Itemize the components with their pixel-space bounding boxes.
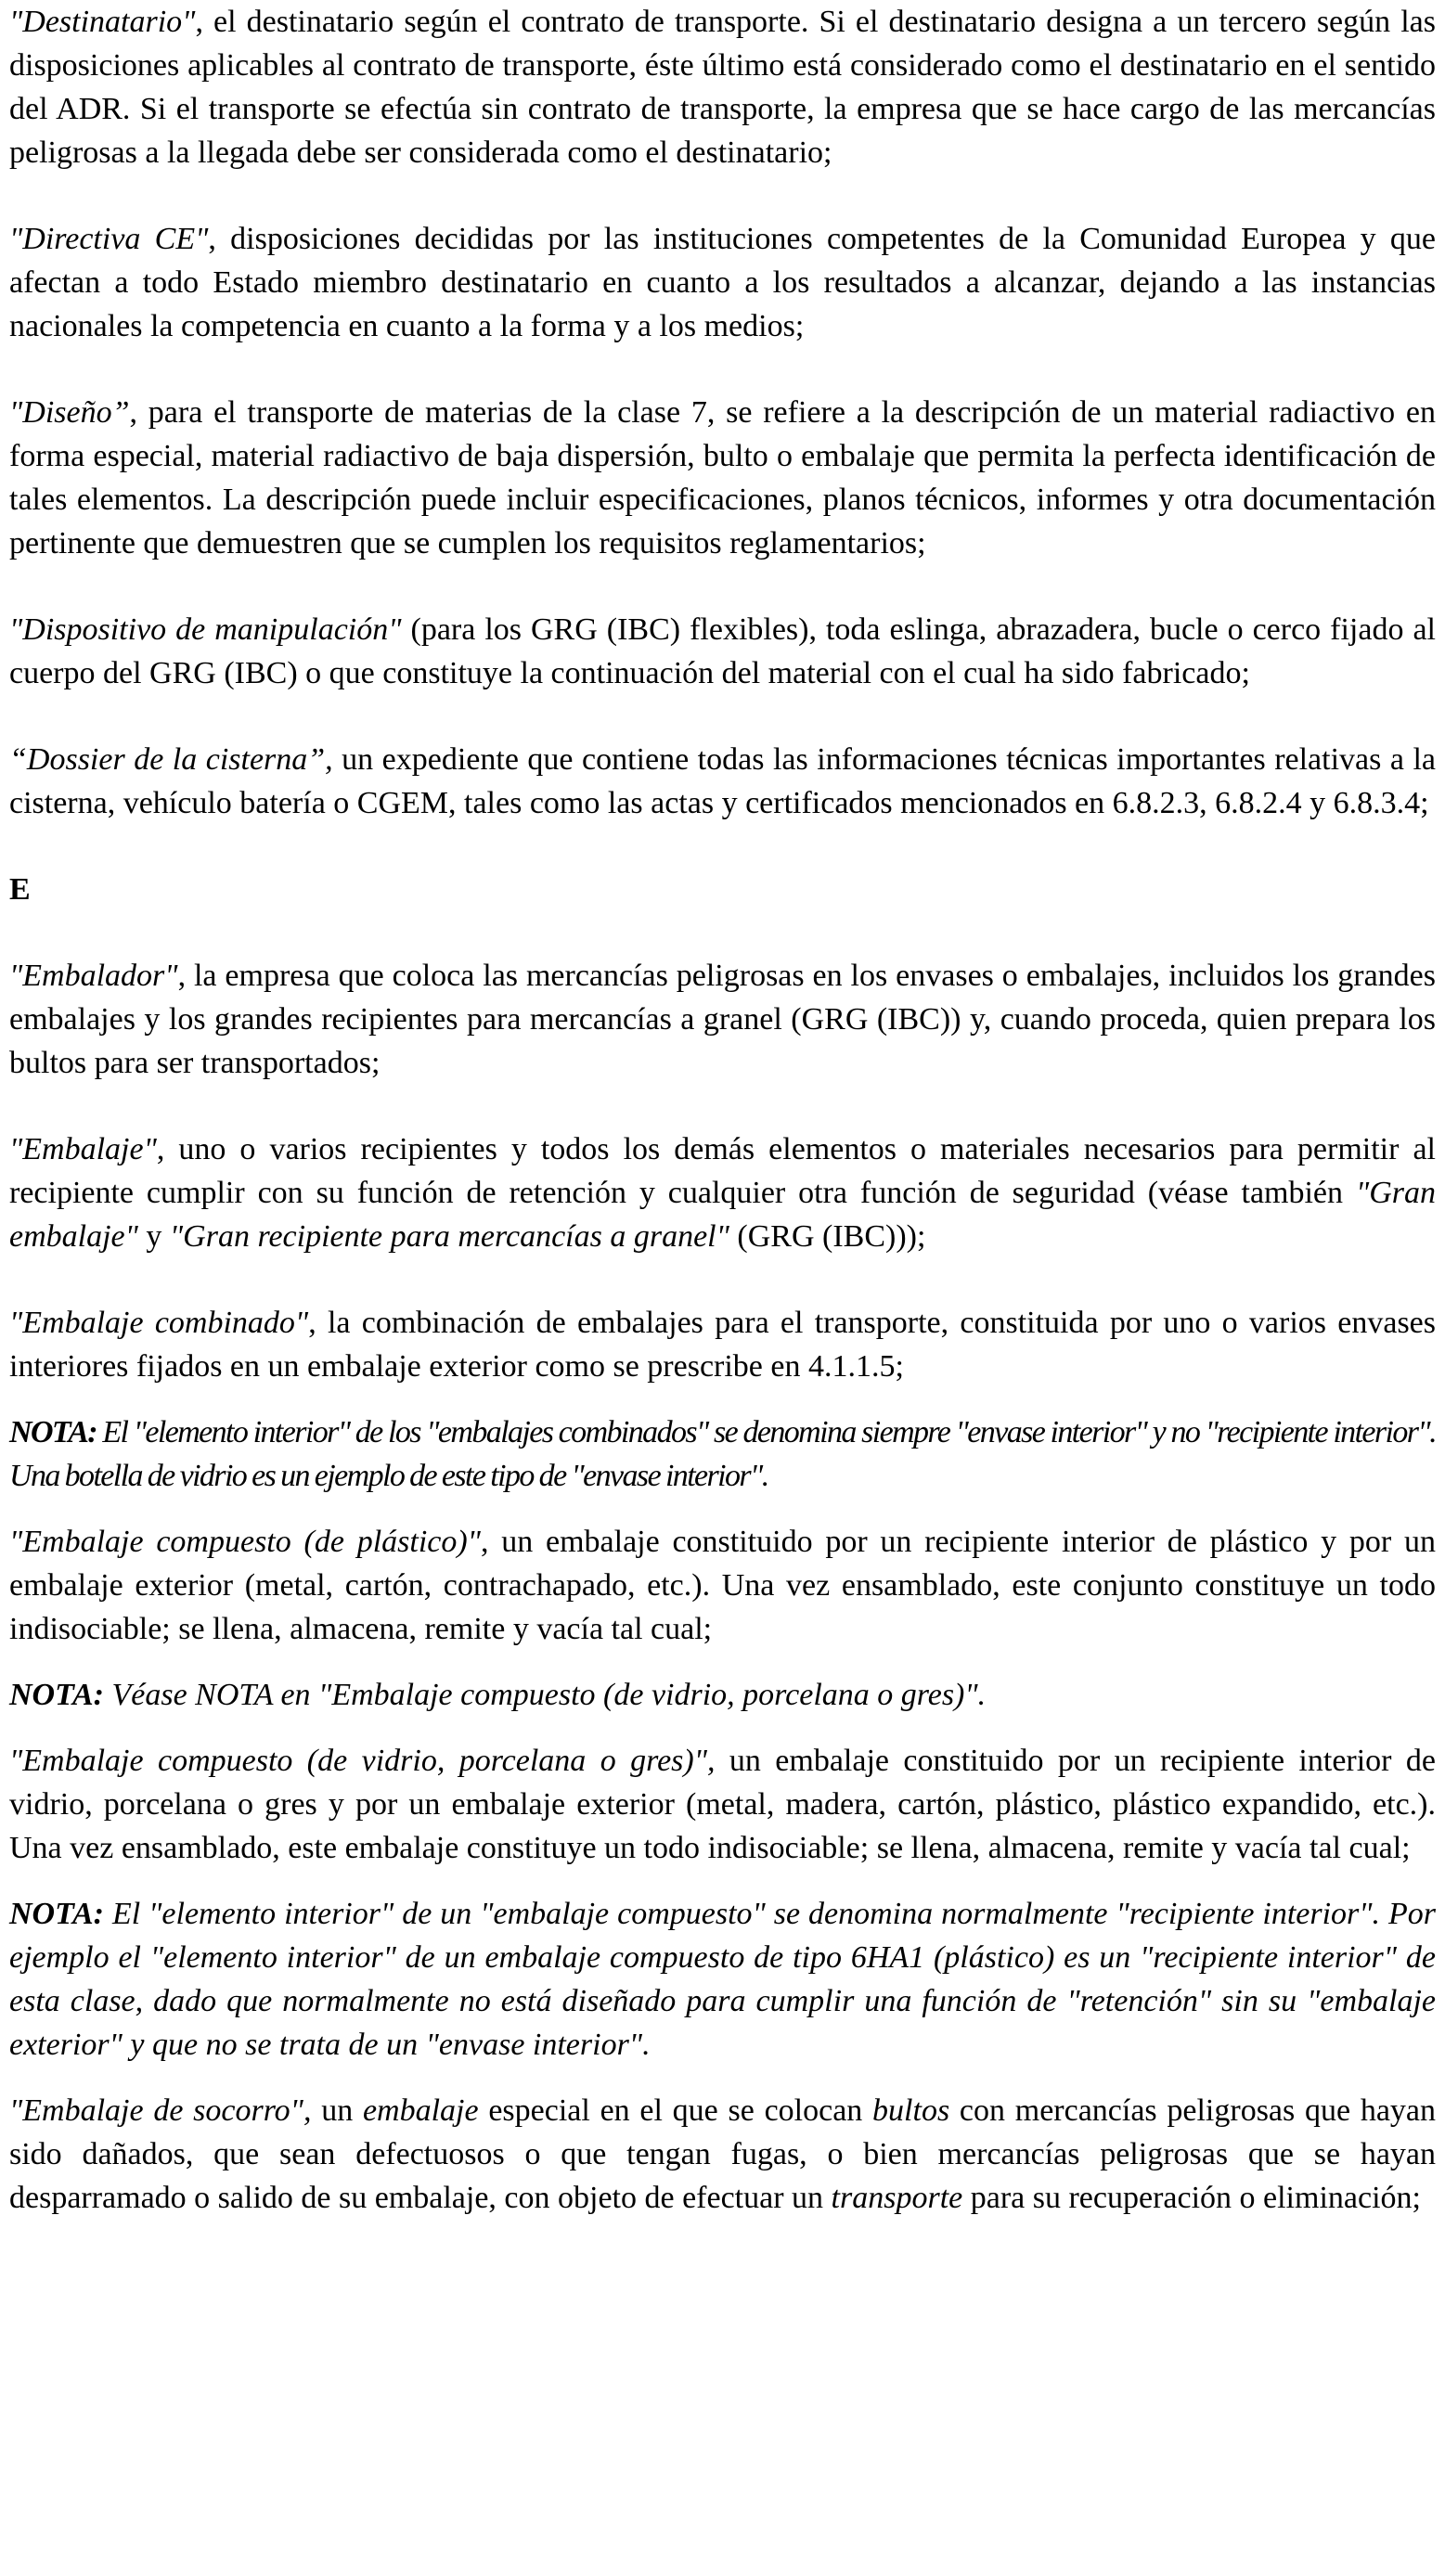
definition-text: un [311, 2093, 363, 2128]
reference-gran-embalaje: "Gran embalaje" [9, 1176, 1436, 1254]
definition-text: , la empresa que coloca las mercancías peligrosas en los envases o embalajes, incluidos los grandes embalajes y los grandes recipientes para mercancías a granel (GRG (IBC)) y, cuando proceda, quien prepara los bultos para ser transportados; [9, 959, 1436, 1080]
emphasis-transporte: transporte [831, 2181, 963, 2215]
definition-embalaje-combinado [9, 1301, 1436, 1388]
definition-dossier-cisterna [9, 738, 1436, 825]
definition-text: un expediente que contiene todas las informaciones técnicas importantes relativas a la cisterna, vehículo batería o CGEM, tales como las actas y certificados mencionados en 6.8.2.3, 6.8.2.4 y 6.8.3.4; [9, 742, 1436, 820]
document-page [9, 0, 1436, 2220]
definition-embalador [9, 954, 1436, 1085]
definition-embalaje-compuesto-plastico [9, 1520, 1436, 1651]
term-diseno: "Diseño” [9, 395, 130, 430]
definition-text: (GRG (IBC))); [729, 1219, 926, 1254]
note-label: NOTA: [9, 1415, 97, 1449]
note-embalaje-compuesto-plastico [9, 1673, 1436, 1717]
note-label: NOTA: [9, 1897, 104, 1931]
definition-text: un embalaje constituido por un recipiente interior de vidrio, porcelana o gres y por un embalaje exterior (metal, madera, cartón, plástico, plástico expandido, etc.). Una vez ensamblado, este embalaje constituye un todo indisociable; se llena, almacena, remite y vacía tal cual; [9, 1744, 1436, 1865]
term-dispositivo-manipulacion: "Dispositivo de manipulación" [9, 612, 402, 647]
term-embalaje-compuesto-vidrio: "Embalaje compuesto (de vidrio, porcelana o gres)", [9, 1744, 716, 1778]
note-text: El "elemento interior" de un "embalaje compuesto" se denomina normalmente "recipiente interior". Por ejemplo el "elemento interior" de un embalaje compuesto de tipo 6HA1 (plástico) es un "recipiente interior" de esta clase, dado que normalmente no está diseñado para cumplir una función de "retención" sin su "embalaje exterior" y que no se trata de un "envase interior". [9, 1897, 1436, 2062]
term-embalador: "Embalador" [9, 959, 178, 993]
note-embalaje-compuesto-vidrio [9, 1892, 1436, 2067]
term-embalaje-socorro: "Embalaje de socorro", [9, 2093, 312, 2128]
definition-text: , uno o varios recipientes y todos los demás elementos o materiales necesarios para permitir al recipiente cumplir con su función de retención y cualquier otra función de seguridad (véase también [9, 1132, 1436, 1210]
note-embalaje-combinado [9, 1410, 1436, 1498]
definition-text: y [137, 1219, 170, 1254]
definition-dispositivo-manipulacion [9, 608, 1436, 695]
term-embalaje: "Embalaje" [9, 1132, 157, 1166]
term-embalaje-combinado: "Embalaje combinado" [9, 1306, 309, 1340]
definition-destinatario [9, 0, 1436, 174]
definition-text: para su recuperación o eliminación; [962, 2181, 1421, 2215]
term-destinatario: "Destinatario" [9, 5, 196, 39]
definition-text: , un embalaje constituido por un recipiente interior de plástico y por un embalaje exterior (metal, cartón, contrachapado, etc.). Una vez ensamblado, este conjunto constituye un todo indisociable; se llena, almacena, remite y vacía tal cual; [9, 1525, 1437, 1646]
term-embalaje-compuesto-plastico: "Embalaje compuesto (de plástico)" [9, 1525, 481, 1559]
definition-text: , para el transporte de materias de la clase 7, se refiere a la descripción de un material radiactivo en forma especial, material radiactivo de baja dispersión, bulto o embalaje que permita la perfecta identificación de tales elementos. La descripción puede incluir especificaciones, planos técnicos, informes y otra documentación pertinente que demuestren que se cumplen los requisitos reglamentarios; [9, 395, 1436, 560]
definition-text: (para los GRG (IBC) flexibles), toda eslinga, abrazadera, bucle o cerco fijado al cuerpo del GRG (IBC) o que constituye la continuación del material con el cual ha sido fabricado; [9, 612, 1436, 690]
note-text: El "elemento interior" de los "embalajes combinados" se denomina siempre "envase interior" y no "recipiente interior". Una botella de vidrio es un ejemplo de este tipo de "envase interior". [9, 1415, 1436, 1493]
definition-text: , el destinatario según el contrato de transporte. Si el destinatario designa a un tercero según las disposiciones aplicables al contrato de transporte, éste último está considerado como el destinatario en el sentido del ADR. Si el transporte se efectúa sin contrato de transporte, la empresa que se hace cargo de las mercancías peligrosas a la llegada debe ser considerada como el destinatario; [9, 5, 1436, 170]
definition-diseno [9, 391, 1436, 565]
definition-text: especial en el que se colocan [478, 2093, 873, 2128]
emphasis-bultos: bultos [872, 2093, 950, 2128]
reference-gran-recipiente: "Gran recipiente para mercancías a granel" [169, 1219, 729, 1254]
definition-directiva-ce [9, 217, 1436, 348]
section-heading-e: E [9, 872, 31, 907]
definition-text: , disposiciones decididas por las instituciones competentes de la Comunidad Europea y que afectan a todo Estado miembro destinatario en cuanto a los resultados a alcanzar, dejando a las instancias nacionales la competencia en cuanto a la forma y a los medios; [9, 222, 1436, 343]
term-dossier-cisterna: “Dossier de la cisterna”, [9, 742, 333, 777]
definition-embalaje-socorro [9, 2089, 1436, 2220]
term-directiva-ce: "Directiva CE" [9, 222, 209, 256]
emphasis-embalaje: embalaje [362, 2093, 479, 2128]
definition-text: con mercancías peligrosas que hayan sido dañados, que sean defectuosos o que tengan fugas, o bien mercancías peligrosas que se hayan desparramado o salido de su embalaje, con objeto de efectuar un [9, 2093, 1437, 2215]
note-text: Véase NOTA en "Embalaje compuesto (de vidrio, porcelana o gres)". [104, 1678, 987, 1712]
definition-embalaje [9, 1127, 1436, 1258]
definition-embalaje-compuesto-vidrio [9, 1739, 1436, 1870]
note-label: NOTA: [9, 1678, 104, 1712]
definition-text: , la combinación de embalajes para el transporte, constituida por uno o varios envases interiores fijados en un embalaje exterior como se prescribe en 4.1.1.5; [9, 1306, 1437, 1384]
